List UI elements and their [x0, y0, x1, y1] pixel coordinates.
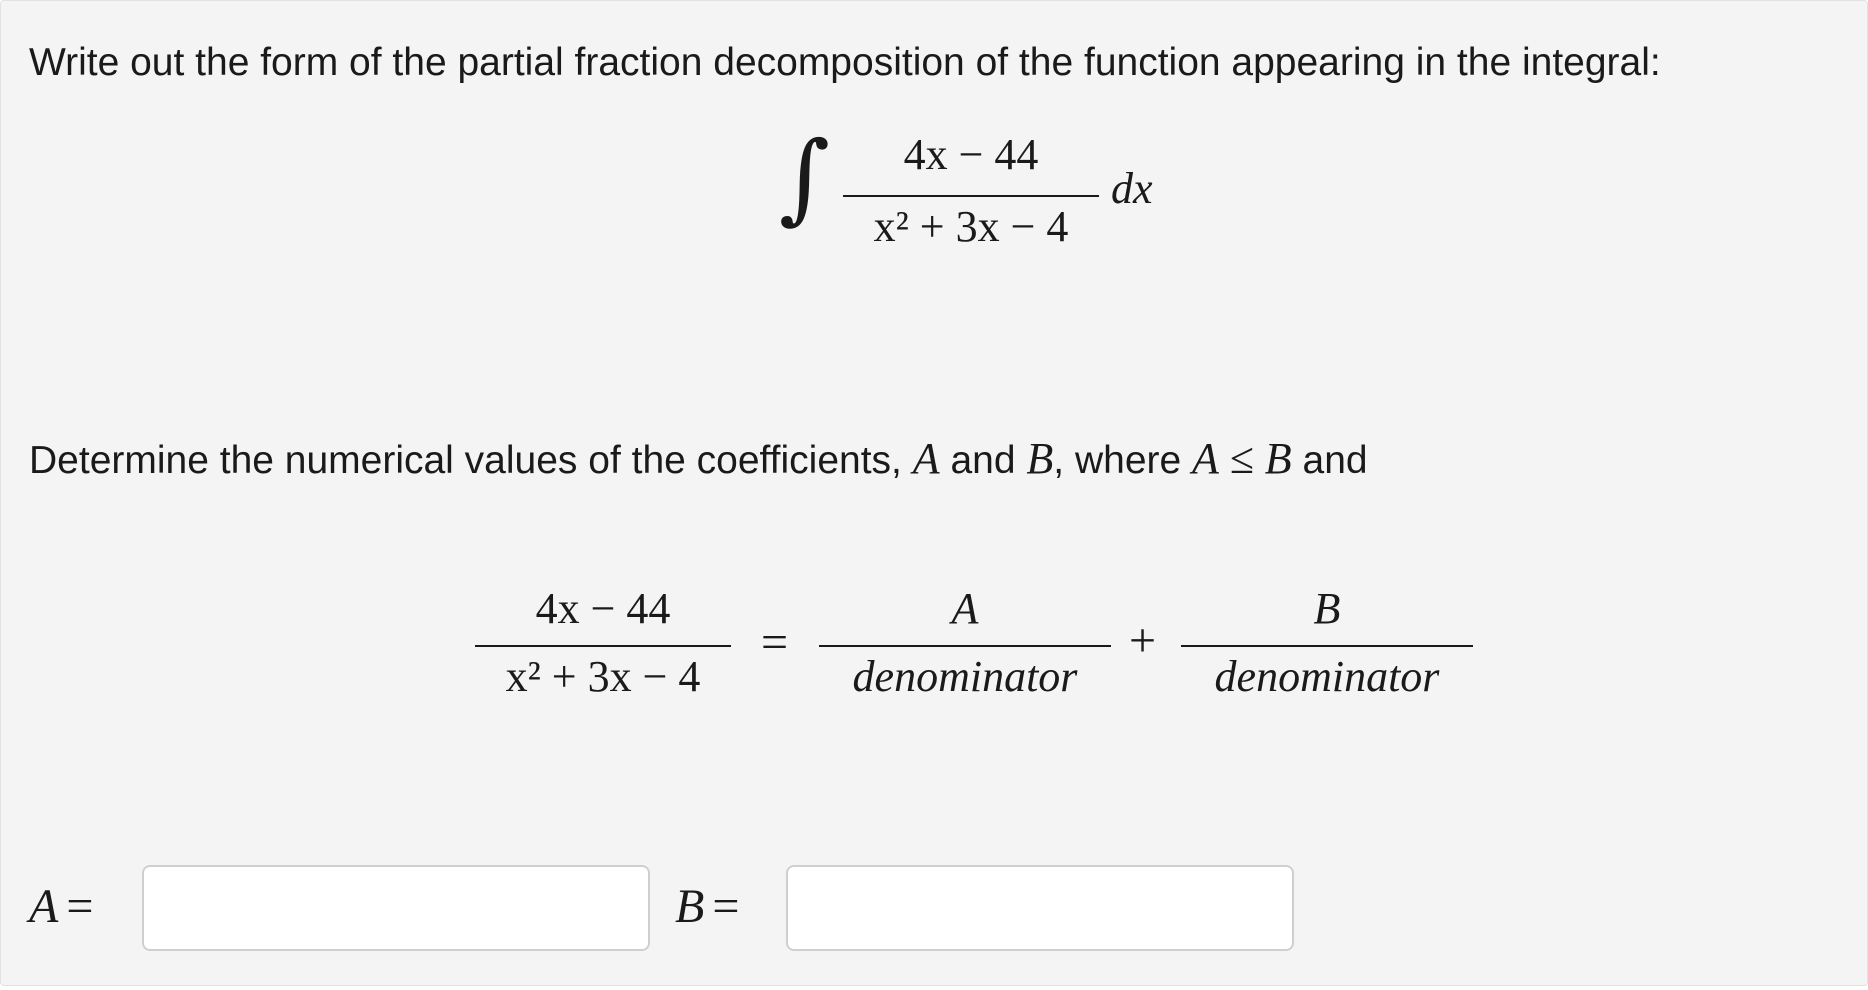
integral-fraction-bar: [843, 195, 1099, 197]
lhs-fraction: [475, 583, 731, 713]
integral-differential: dx: [1111, 164, 1153, 213]
coefficient-instruction: [29, 433, 1368, 484]
integral-fraction: [843, 129, 1099, 259]
integral-denominator: x² + 3x − 4: [873, 202, 1069, 251]
term2-fraction-bar: [1181, 645, 1473, 647]
coefficient-a-input[interactable]: [142, 865, 650, 951]
term1-denominator: denominator: [852, 652, 1078, 701]
question-prompt: Write out the form of the partial fraction decomposition of the function appearing in the integral:: [29, 41, 1661, 84]
answer-b-label: [675, 880, 740, 933]
term2-denominator: denominator: [1214, 652, 1440, 701]
instruction-text-before: Determine the numerical values of the coefficients,: [29, 439, 902, 482]
lhs-numerator: 4x − 44: [535, 584, 671, 633]
instruction-text-after: and: [1302, 439, 1368, 482]
integral-numerator: 4x − 44: [903, 130, 1039, 179]
coefficient-b-input[interactable]: [786, 865, 1294, 951]
equals-sign: =: [761, 616, 789, 669]
instruction-text-and: and: [950, 439, 1016, 482]
answer-a-equals: =: [66, 880, 94, 933]
answer-b-var: B: [675, 880, 705, 933]
term2-numerator: B: [1313, 584, 1341, 633]
answer-a-label: [29, 880, 94, 933]
answer-a-var: A: [29, 880, 59, 933]
instruction-leq-symbol: ≤: [1229, 434, 1254, 483]
instruction-var-a: A: [912, 434, 940, 483]
instruction-condition-b: B: [1264, 434, 1292, 483]
integral-sign: ∫: [779, 121, 831, 235]
answer-b-equals: =: [712, 880, 740, 933]
term1-fraction: [819, 583, 1111, 713]
term1-numerator: A: [951, 584, 979, 633]
instruction-condition-a: A: [1192, 434, 1219, 483]
lhs-fraction-bar: [475, 645, 731, 647]
plus-sign: +: [1129, 614, 1157, 667]
term1-fraction-bar: [819, 645, 1111, 647]
term2-fraction: [1181, 583, 1473, 713]
lhs-denominator: x² + 3x − 4: [505, 652, 701, 701]
instruction-var-b: B: [1026, 434, 1054, 483]
instruction-text-where: , where: [1053, 439, 1182, 482]
